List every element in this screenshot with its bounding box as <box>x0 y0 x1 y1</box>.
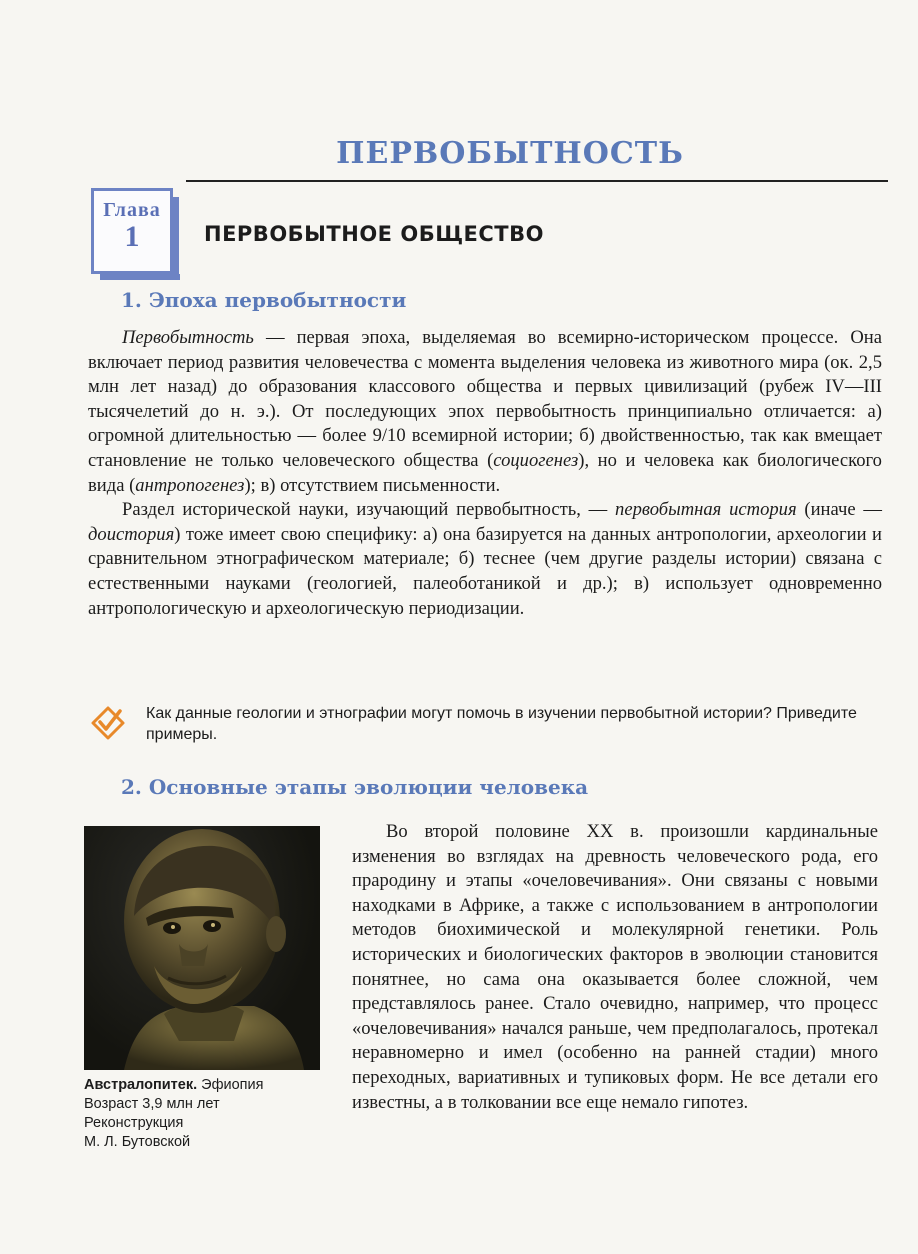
paragraph-text: ) тоже имеет свою специфику: а) она базируется на данных антропологии, археологии и сравнительном этнографическом материале; б) теснее (чем другие разделы истории) связана с естественными науками (геологией, палеоботаникой и др.); в) использует одновременно антропологическую и археологическую периодизации. <box>88 523 882 619</box>
term-antropogenez: антропогенез <box>135 474 245 496</box>
paragraph-text: — первая эпоха, выделяемая во всемирно-историческом процессе. Она включает период развития человечества с момента выделения человека из животного мира (ок. 2,5 млн лет назад) до образования классового общества и первых цивилизаций (рубеж IV—III тысячелетий до н. э.). От последующих эпох первобытность принципиально отличается: а) огромной длительностью — более 9/10 всемирной истории; б) двойственностью, так как вмещает становление не только человеческого общества ( <box>88 327 882 471</box>
caption-line <box>84 1076 334 1095</box>
paragraph-text: (иначе — <box>796 499 882 521</box>
paragraph: Во второй половине XX в. произошли кардинальные изменения во взглядах на древность человеческого рода, его прародину и этапы «очеловечивания». Они связаны с новыми находками в Африке, а также с использованием в антропологии методов биохимической и молекулярной генетики. Роль исторических и биологических факторов в эволюции становится понятнее, но сама она оказывается более сложной, чем представлялось ранее. Стало очевидно, например, что процесс «очеловечивания» начался раньше, чем предполагалось, протекал неравномерно и имел (особенно на ранней стадии) много переходных, вариативных и тупиковых форм. Не все детали его известны, а в толковании все еще немало гипотез. <box>352 821 878 1113</box>
part-title-rule <box>186 180 888 182</box>
australopithecus-photo <box>84 826 320 1070</box>
question-text: Как данные геологии и этнографии могут помочь в изучении первобытной истории? Приведите примеры. <box>146 705 857 743</box>
part-title: ПЕРВОБЫТНОСТЬ <box>336 136 684 171</box>
chapter-number: 1 <box>124 220 140 253</box>
section2-heading: 2. Основные этапы эволюции человека <box>121 775 589 799</box>
checkmark-question-icon <box>90 705 126 741</box>
paragraph <box>88 326 882 498</box>
term-pervobytnaya-istoriya: первобытная история <box>615 499 797 521</box>
term-sociogenez: социогенез <box>493 449 579 471</box>
paragraph-text: ); в) отсутствием письменности. <box>244 474 501 496</box>
term-pervobytnost: Первобытность <box>122 327 254 348</box>
caption-line: Реконструкция <box>84 1115 184 1131</box>
term-doistoriya: доистория <box>88 523 175 545</box>
section1-heading: 1. Эпоха первобытности <box>121 288 407 312</box>
caption-location: Эфиопия <box>197 1077 264 1093</box>
caption-line: М. Л. Бутовской <box>84 1134 191 1150</box>
paragraph-text: Раздел исторической науки, изучающий первобытность, — <box>122 499 616 521</box>
chapter-word: Глава <box>103 199 161 221</box>
chapter-title: ПЕРВОБЫТНОЕ ОБЩЕСТВО <box>204 222 544 246</box>
caption-line: Возраст 3,9 млн лет <box>84 1096 220 1112</box>
section1-text <box>88 326 882 621</box>
section2-text <box>352 820 878 1115</box>
photo-caption <box>84 1076 334 1152</box>
caption-title: Австралопитек. <box>84 1077 198 1093</box>
chapter-box <box>91 188 173 274</box>
paragraph-text: ), но и человека как биологического вида ( <box>88 449 882 496</box>
paragraph <box>88 498 882 621</box>
